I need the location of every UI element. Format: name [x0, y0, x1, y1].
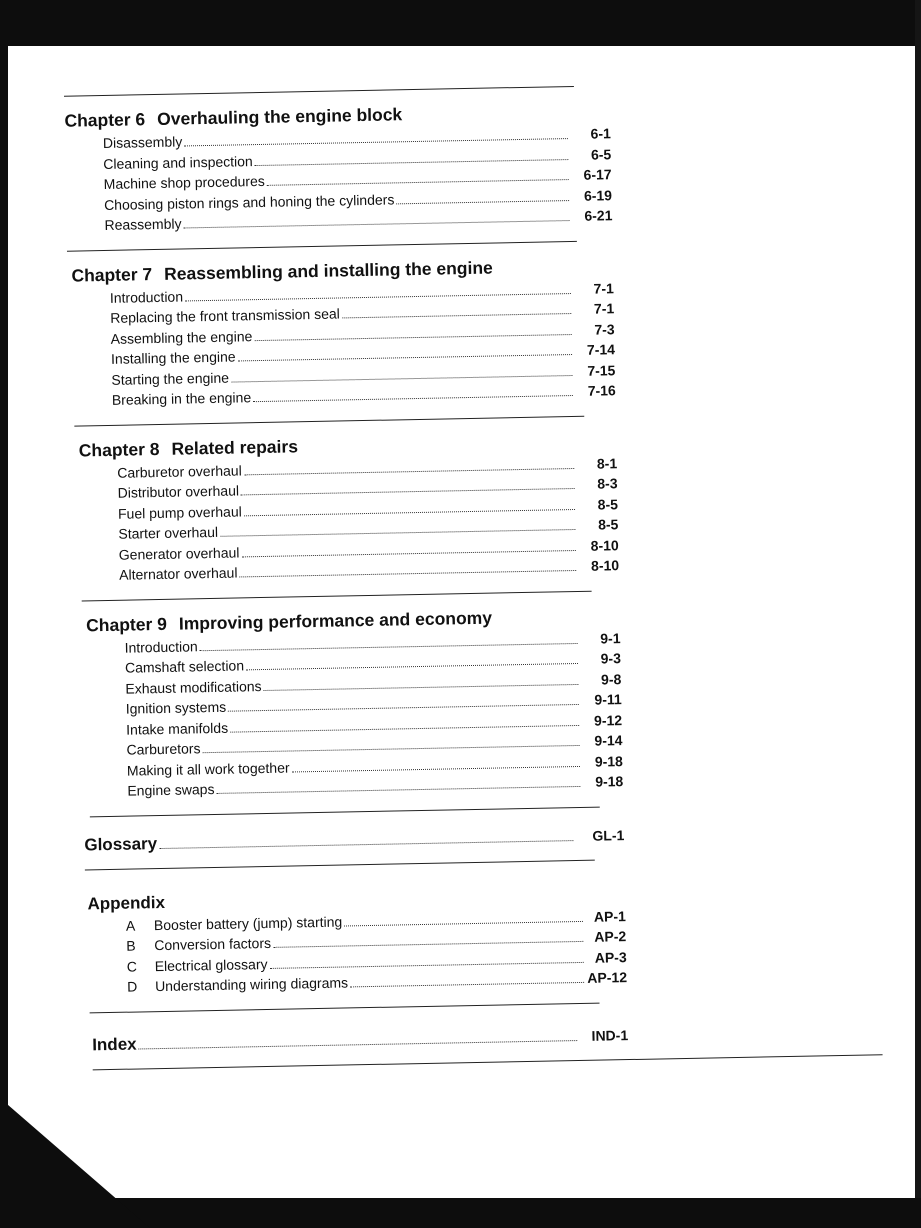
leader-dots: [203, 745, 580, 753]
entry-text: Assembling the engine: [110, 327, 253, 347]
entry-text: Machine shop procedures: [103, 172, 265, 192]
entry-text: Fuel pump overhaul: [117, 502, 242, 522]
toc-page: [50, 85, 629, 1070]
entry-page: 9-8: [600, 670, 622, 688]
scan-folded-corner: [0, 1098, 150, 1228]
leader-dots: [244, 508, 575, 515]
chapter-list: [50, 100, 623, 817]
leader-dots: [253, 395, 573, 402]
appendix-list: [88, 908, 627, 1000]
entry-text: Distributor overhaul: [117, 482, 240, 501]
chapter-section: [57, 430, 620, 589]
entry-page: 6-21: [584, 207, 613, 224]
entry-page: 9-11: [594, 691, 622, 708]
glossary-title: Glossary: [84, 833, 158, 854]
divider: [64, 86, 574, 97]
glossary-page: GL-1: [592, 826, 625, 844]
leader-dots: [242, 549, 576, 556]
scan-border-top: [0, 0, 921, 46]
entry-page: 8-10: [590, 557, 620, 574]
appendix-letter: A: [125, 917, 136, 934]
entry-page: 9-3: [600, 650, 622, 667]
entry-text: Camshaft selection: [124, 657, 245, 676]
chapter-label: Chapter 6: [64, 109, 146, 131]
appendix-letter: B: [126, 937, 136, 954]
leader-dots: [344, 920, 583, 926]
entry-text: Starting the engine: [111, 369, 230, 388]
entry-page: 9-14: [594, 732, 623, 749]
scan-border-left: [0, 0, 8, 1228]
leader-dots: [230, 724, 579, 732]
entry-page: 9-18: [594, 752, 624, 770]
entry-page: 8-5: [597, 516, 619, 533]
leader-dots: [267, 179, 569, 186]
entry-text: Starter overhaul: [118, 523, 219, 542]
entry-text: Making it all work together: [126, 759, 290, 779]
entry-text: Ignition systems: [125, 698, 227, 717]
entry-text: Installing the engine: [110, 348, 236, 367]
leader-dots: [342, 313, 571, 318]
divider: [67, 240, 577, 251]
entry-text: Generator overhaul: [118, 543, 240, 563]
appendix-section: [65, 884, 627, 1001]
leader-dots: [255, 159, 569, 166]
entry-page: 7-1: [593, 279, 614, 297]
chapter-title: Related repairs: [171, 435, 299, 459]
entry-text: Reassembly: [104, 215, 182, 233]
leader-dots: [244, 468, 574, 475]
entry-page: 8-3: [597, 475, 618, 492]
entry-text: Introduction: [124, 637, 198, 656]
entry-text: Disassembly: [102, 133, 183, 151]
entry-text: Understanding wiring diagrams: [154, 974, 349, 995]
entry-page: AP-3: [594, 948, 627, 966]
leader-dots: [217, 786, 581, 794]
entry-page: 7-1: [593, 300, 615, 317]
entry-page: 7-14: [586, 341, 616, 358]
entry-page: 6-5: [590, 145, 612, 163]
entry-text: Intake manifolds: [126, 719, 229, 738]
leader-dots: [159, 840, 573, 849]
divider: [82, 590, 592, 601]
chapter-title: Improving performance and economy: [178, 607, 493, 634]
leader-dots: [241, 488, 575, 495]
leader-dots: [254, 334, 571, 341]
entry-text: Electrical glossary: [154, 955, 268, 974]
divider: [74, 415, 584, 426]
leader-dots: [292, 765, 580, 772]
entry-text: Breaking in the engine: [111, 389, 252, 408]
entry-page: 9-18: [595, 773, 624, 790]
entry-text: Replacing the front transmission seal: [110, 305, 340, 326]
entry-text: Engine swaps: [127, 780, 215, 799]
appendix-letter: C: [126, 957, 137, 975]
entry-text: Carburetors: [126, 740, 201, 758]
entry-page: 6-1: [590, 125, 611, 142]
entry-text: Introduction: [109, 287, 184, 306]
leader-dots: [139, 1040, 578, 1049]
entry-page: 7-15: [587, 361, 616, 379]
leader-dots: [350, 982, 584, 987]
entry-text: Alternator overhaul: [119, 564, 238, 583]
appendix-letter: D: [126, 978, 138, 995]
leader-dots: [246, 663, 578, 670]
leader-dots: [220, 529, 575, 537]
leader-dots: [228, 704, 579, 712]
leader-dots: [185, 293, 571, 301]
entry-page: 9-12: [593, 711, 623, 729]
leader-dots: [238, 354, 572, 361]
chapter-label: Chapter 7: [71, 263, 153, 286]
leader-dots: [396, 200, 569, 204]
entry-text: Exhaust modifications: [125, 677, 262, 697]
leader-dots: [184, 220, 570, 228]
chapter-label: Chapter 9: [85, 613, 168, 635]
entry-page: 8-1: [596, 454, 618, 472]
entry-page: 8-10: [590, 536, 619, 554]
entry-page: 7-3: [594, 320, 615, 338]
chapter-section: [50, 100, 612, 238]
entry-page: 6-17: [583, 166, 612, 183]
leader-dots: [200, 642, 578, 650]
chapter-section: [53, 255, 616, 414]
index-title: Index: [92, 1034, 137, 1054]
scan-border-right: [915, 0, 921, 1228]
appendix-title: Appendix: [87, 892, 166, 913]
entry-page: AP-12: [587, 969, 628, 986]
chapter-title: Reassembling and installing the engine: [163, 257, 493, 284]
entry-text: Carburetor overhaul: [117, 461, 242, 481]
entry-page: 9-1: [600, 629, 621, 647]
leader-dots: [270, 961, 584, 968]
leader-dots: [240, 570, 577, 577]
index-page: IND-1: [591, 1026, 629, 1044]
entry-page: 6-19: [583, 186, 613, 204]
entry-page: AP-1: [593, 907, 626, 925]
entry-page: 7-16: [587, 382, 616, 399]
entry-text: Booster battery (jump) starting: [153, 913, 343, 933]
leader-dots: [264, 683, 579, 690]
chapter-section: [60, 605, 624, 805]
entry-page: AP-2: [594, 928, 627, 945]
entry-text: Conversion factors: [154, 934, 272, 954]
leader-dots: [184, 138, 568, 146]
chapter-title: Overhauling the engine block: [156, 104, 403, 129]
chapter-label: Chapter 8: [78, 438, 160, 461]
entry-text: Cleaning and inspection: [103, 152, 253, 172]
entry-text: Choosing piston rings and honing the cylinders: [103, 190, 395, 213]
entry-page: 8-5: [597, 495, 619, 513]
leader-dots: [231, 375, 572, 383]
leader-dots: [273, 941, 583, 948]
